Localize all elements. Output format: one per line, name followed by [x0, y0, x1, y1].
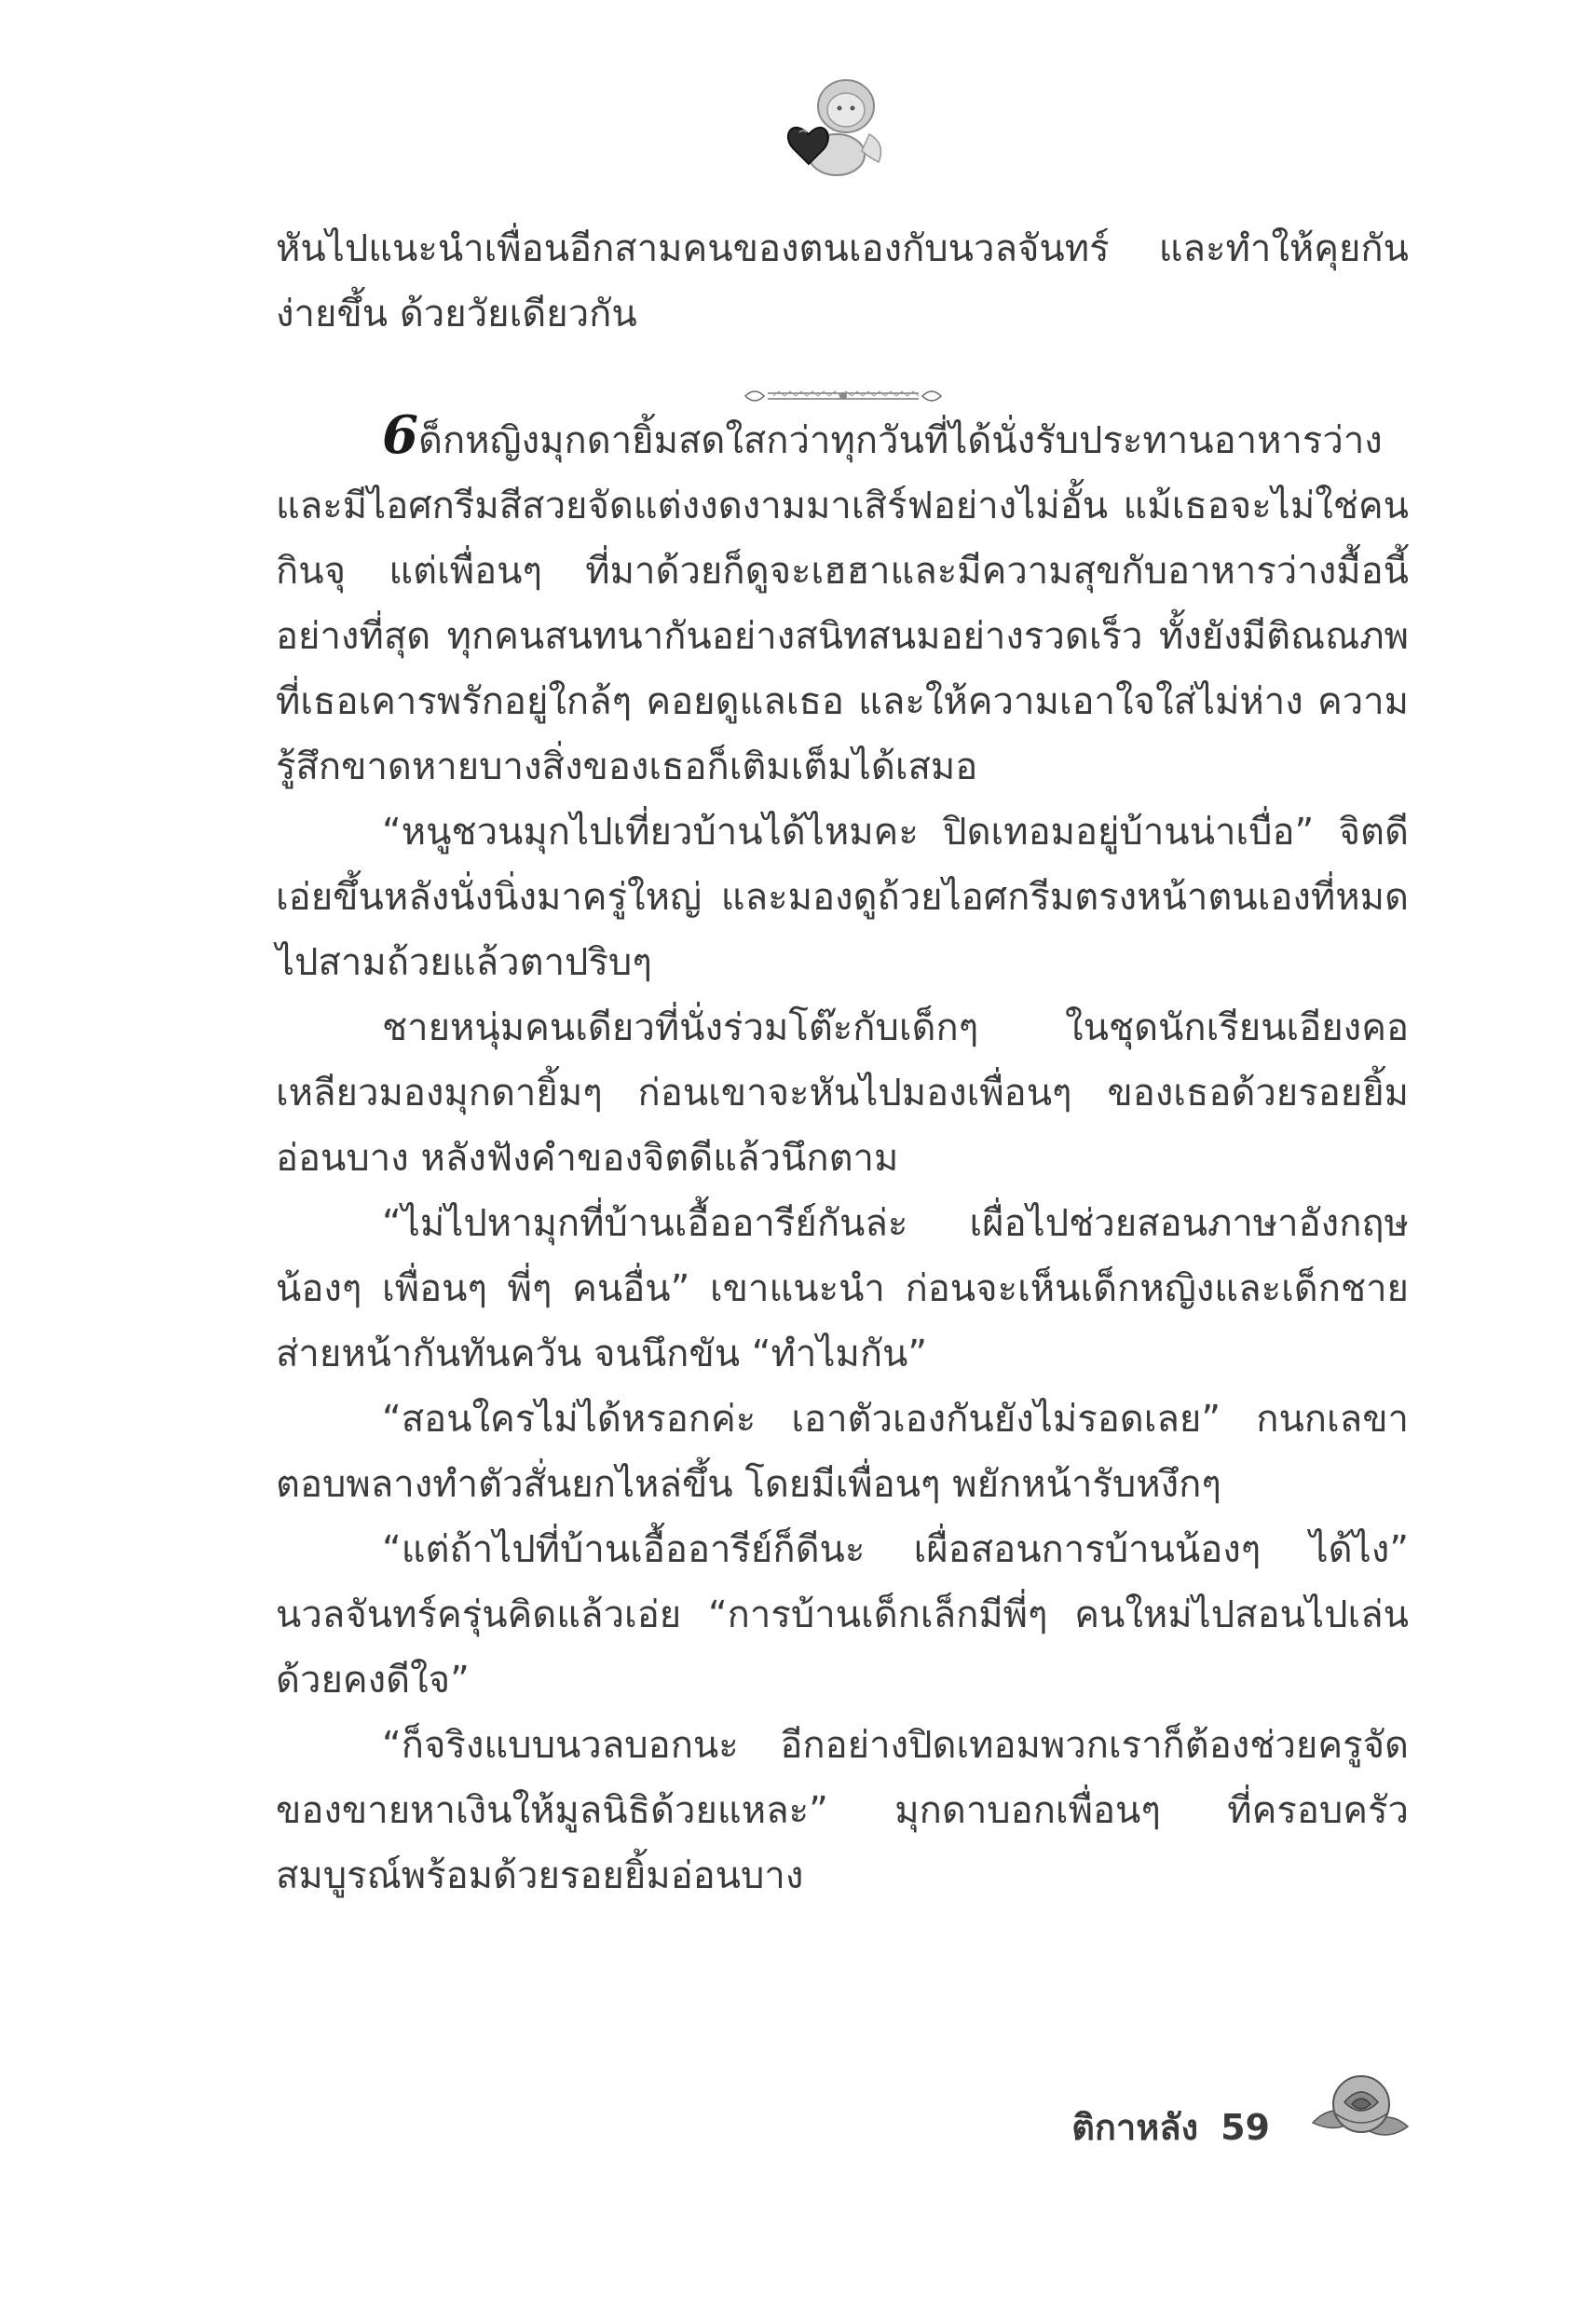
opening-paragraph: หันไปแนะนำเพื่อนอีกสามคนของตนเองกับนวลจันทร์ และทำให้คุยกันง่ายขึ้น ด้วยวัยเดียวกัน — [276, 227, 1409, 335]
paragraph: “ก็จริงแบบนวลบอกนะ อีกอย่างปิดเทอมพวกเราก็ต้องช่วยครูจัดของขายหาเงินให้มูลนิธิด้วยแหละ” มุกดาบอกเพื่อนๆ ที่ครอบครัวสมบูรณ์พร้อมด้วยรอยยิ้มอ่อนบาง — [276, 1724, 1409, 1897]
paragraph: “สอนใครไม่ได้หรอกค่ะ เอาตัวเองกันยังไม่รอดเลย” กนกเลขาตอบพลางทำตัวสั่นยกไหล่ขึ้น โดยมีเพื่อนๆ พยักหน้ารับหงึกๆ — [276, 1398, 1409, 1506]
drop-cap: 6 — [382, 404, 418, 466]
paragraph: ชายหนุ่มคนเดียวที่นั่งร่วมโต๊ะกับเด็กๆ ในชุดนักเรียนเอียงคอเหลียวมองมุกดายิ้มๆ ก่อนเขาจะหันไปมองเพื่อนๆ ของเธอด้วยรอยยิ้มอ่อนบาง หลังฟังคำของจิตดีแล้วนึกตาม — [276, 1006, 1409, 1180]
first-paragraph — [276, 403, 1409, 800]
book-title: ติกาหลัง — [1071, 2107, 1199, 2148]
cherub-with-heart-icon — [781, 69, 889, 181]
paragraph: “ไม่ไปหามุกที่บ้านเอื้ออารีย์กันล่ะ เผื่อไปช่วยสอนภาษาอังกฤษน้องๆ เพื่อนๆ พี่ๆ คนอื่น” เขาแนะนำ ก่อนจะเห็นเด็กหญิงและเด็กชายส่ายหน้ากันทันควัน จนนึกขัน “ทำไมกัน” — [276, 1202, 1409, 1375]
page-number: 59 — [1221, 2107, 1270, 2148]
page-footer — [1049, 2099, 1270, 2155]
body-text — [276, 216, 1409, 1908]
first-paragraph-text: ด็กหญิงมุกดายิ้มสดใสกว่าทุกวันที่ได้นั่งรับประทานอาหารว่างและมีไอศกรีมสีสวยจัดแต่งงดงามมาเสิร์ฟอย่างไม่อั้น แม้เธอจะไม่ใช่คนกินจุ แต่เพื่อนๆ ที่มาด้วยก็ดูจะเฮฮาและมีความสุขกับอาหารว่างมื้อนี้อย่างที่สุด ทุกคนสนทนากันอย่างสนิทสนมอย่างรวดเร็ว ทั้งยังมีติณณภพที่เธอเคารพรักอยู่ใกล้ๆ คอยดูแลเธอ และให้ความเอาใจใส่ไม่ห่าง ความรู้สึกขาดหายบางสิ่งของเธอก็เติมเต็มได้เสมอ — [276, 419, 1409, 788]
ornamental-divider — [736, 382, 950, 410]
rose-icon — [1307, 2067, 1412, 2149]
paragraph: “หนูชวนมุกไปเที่ยวบ้านได้ไหมคะ ปิดเทอมอยู่บ้านน่าเบื่อ” จิตดีเอ่ยขึ้นหลังนั่งนิ่งมาครู่ใหญ่ และมองดูถ้วยไอศกรีมตรงหน้าตนเองที่หมดไปสามถ้วยแล้วตาปริบๆ — [276, 811, 1409, 984]
paragraph: “แต่ถ้าไปที่บ้านเอื้ออารีย์ก็ดีนะ เผื่อสอนการบ้านน้องๆ ได้ไง” นวลจันทร์ครุ่นคิดแล้วเอ่ย “การบ้านเด็กเล็กมีพี่ๆ คนใหม่ไปสอนไปเล่นด้วยคงดีใจ” — [276, 1528, 1409, 1702]
